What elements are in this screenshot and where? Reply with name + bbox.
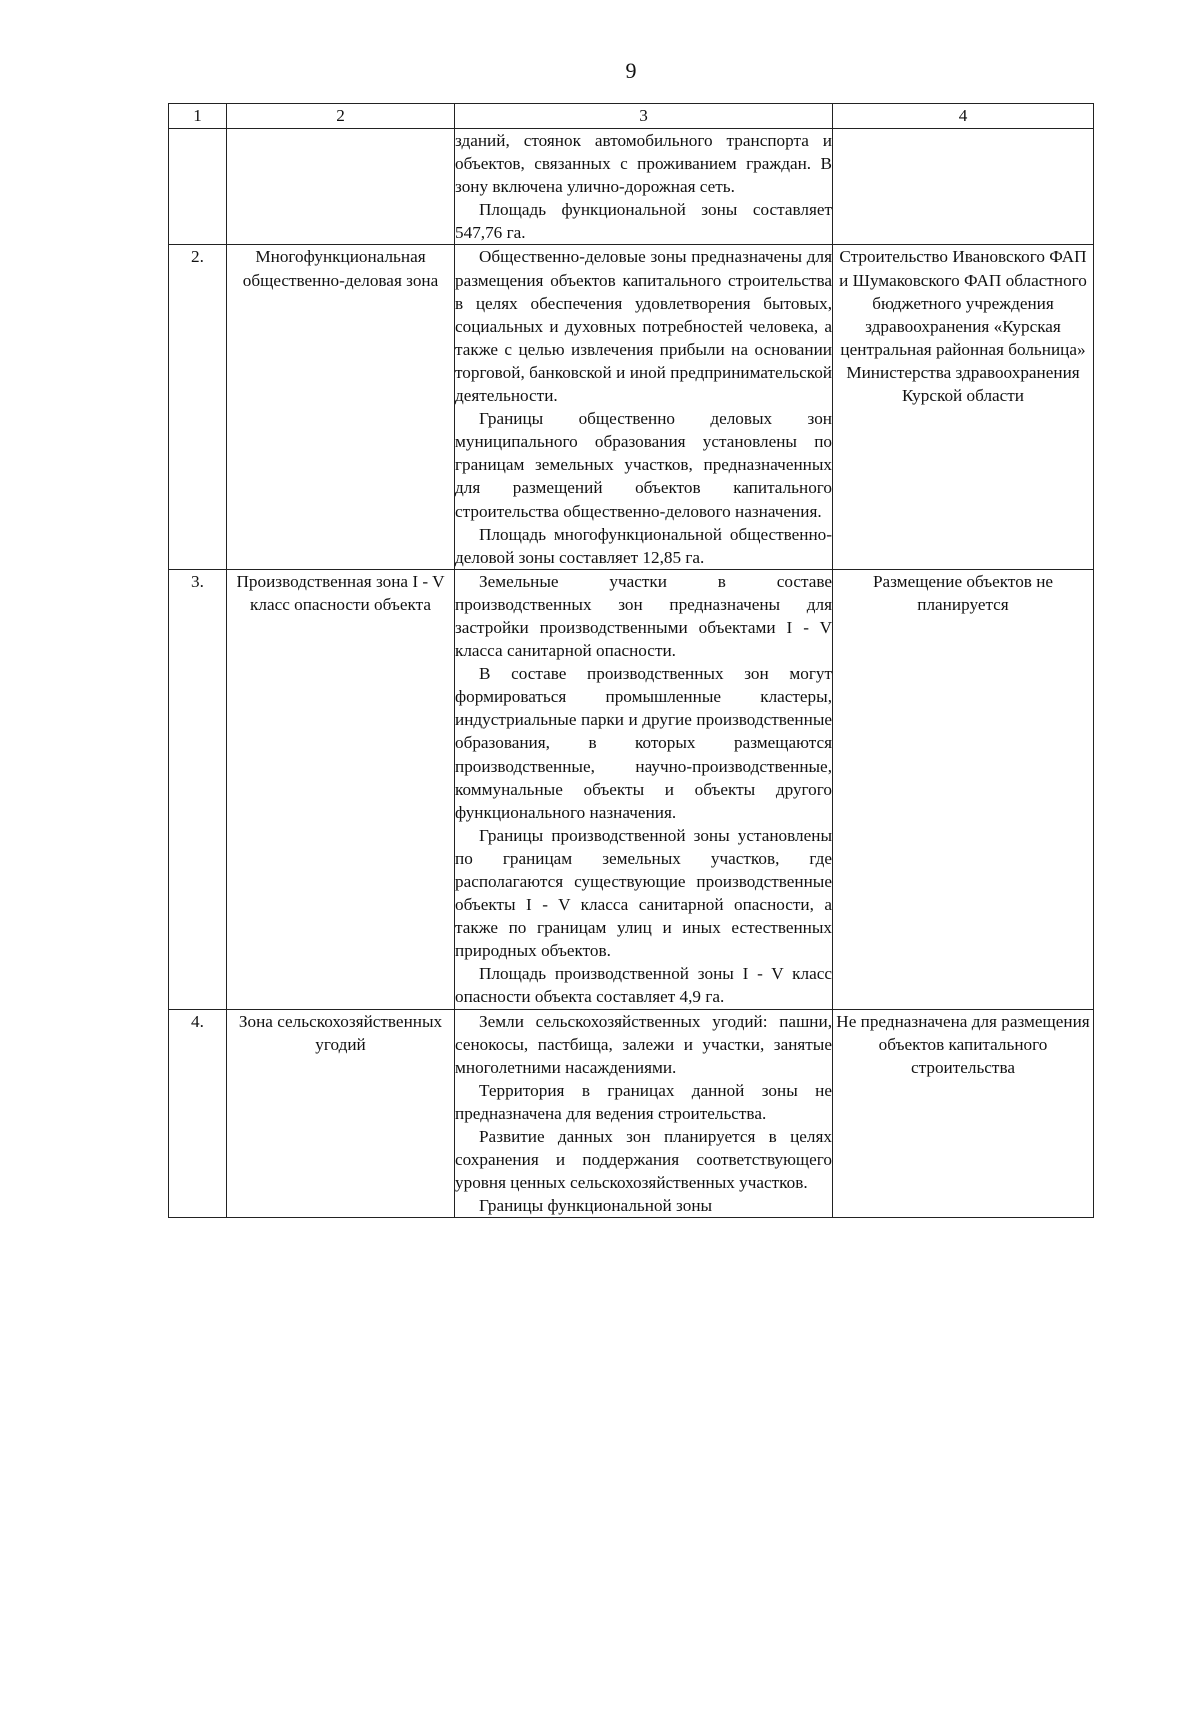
table-row [169, 569, 1094, 1009]
table-row [169, 129, 1094, 245]
description-paragraph: Площадь функциональной зоны составляет 547,76 га. [455, 200, 832, 243]
table-header-row [169, 104, 1094, 129]
column-header-4: 4 [833, 104, 1094, 129]
description-paragraph: Земли сельскохозяйственных угодий: пашни, сенокосы, пастбища, залежи и участки, занятые многолетними насаждениями. [455, 1011, 832, 1077]
zones-table [168, 103, 1094, 1218]
description-paragraph: В составе производственных зон могут формироваться промышленные кластеры, индустриальные парки и другие производственные образования, в которых размещаются производственные, научно-производственные, коммунальные объекты и объекты другого функционального назначения. [455, 664, 832, 822]
description-paragraph: Площадь многофункциональной общественно-деловой зоны составляет 12,85 га. [455, 524, 832, 567]
zone-name: Многофункциональная общественно-деловая зона [227, 245, 455, 569]
description-paragraph: Границы производственной зоны установлены по границам земельных участков, где располагаются существующие производственные объекты I - V класса санитарной опасности, а также по границам улиц и иных естественных природных объектов. [455, 825, 832, 961]
description-paragraph: Площадь производственной зоны I - V класс опасности объекта составляет 4,9 га. [455, 964, 832, 1007]
description-paragraph: Территория в границах данной зоны не предназначена для ведения строительства. [455, 1080, 832, 1123]
row-number: 3. [169, 569, 227, 1009]
row-number: 4. [169, 1009, 227, 1218]
row-number: 2. [169, 245, 227, 569]
planned-objects: Размещение объектов не планируется [833, 569, 1094, 1009]
zone-name: Производственная зона I - V класс опасности объекта [227, 569, 455, 1009]
description-paragraph: Границы общественно деловых зон муниципального образования установлены по границам земельных участков, предназначенных для размещений объектов капитального строительства общественно-делового назначения. [455, 409, 832, 521]
description-paragraph: Земельные участки в составе производственных зон предназначены для застройки производственными объектами I - V класса санитарной опасности. [455, 571, 832, 661]
planned-objects: Строительство Ивановского ФАП и Шумаковского ФАП областного бюджетного учреждения здравоохранения «Курская центральная районная больница» Министерства здравоохранения Курской области [833, 245, 1094, 569]
description-paragraph: Границы функциональной зоны [479, 1196, 713, 1216]
description-paragraph: Развитие данных зон планируется в целях сохранения и поддержания соответствующего уровня ценных сельскохозяйственных участков. [455, 1127, 832, 1193]
table-row [169, 1009, 1094, 1218]
zone-description [455, 129, 833, 245]
zone-name: Зона сельскохозяйственных угодий [227, 1009, 455, 1218]
row-number [169, 129, 227, 245]
description-paragraph: зданий, стоянок автомобильного транспорта и объектов, связанных с проживанием граждан. В зону включена улично-дорожная сеть. [455, 131, 832, 197]
table-row [169, 245, 1094, 569]
planned-objects: Не предназначена для размещения объектов капитального строительства [833, 1009, 1094, 1218]
planned-objects [833, 129, 1094, 245]
page-number: 9 [625, 58, 637, 83]
zone-description [455, 1009, 833, 1218]
description-paragraph: Общественно-деловые зоны предназначены для размещения объектов капитального строительства в целях обеспечения удовлетворения бытовых, социальных и духовных потребностей человека, а также с целью извлечения прибыли на основании торговой, банковской и иной предпринимательской деятельности. [455, 247, 832, 406]
zone-description [455, 245, 833, 569]
column-header-3: 3 [455, 104, 833, 129]
column-header-1: 1 [169, 104, 227, 129]
zone-description [455, 569, 833, 1009]
zone-name [227, 129, 455, 245]
column-header-2: 2 [227, 104, 455, 129]
